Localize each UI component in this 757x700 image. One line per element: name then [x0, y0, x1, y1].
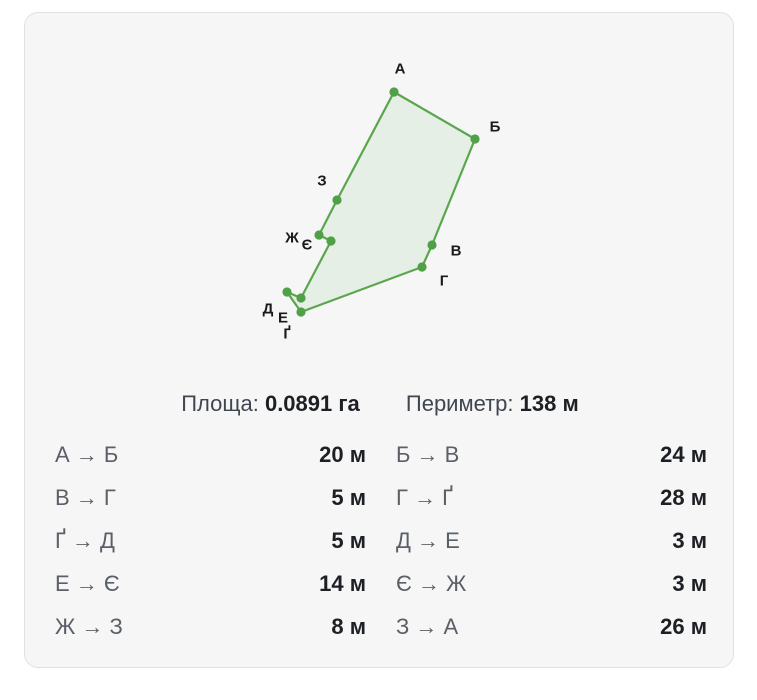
perimeter-value: 138 м: [519, 391, 579, 416]
perimeter-label: Периметр:: [405, 391, 514, 416]
plot-card: [24, 12, 734, 668]
segment-name: А → Б: [55, 441, 119, 467]
vertex-g: [296, 307, 305, 316]
vertex-h: [417, 262, 426, 271]
segment-length: 3 м: [672, 570, 707, 596]
segment-lengths: [55, 433, 707, 648]
vertex-z: [332, 195, 341, 204]
segment-name: Ґ → Д: [55, 527, 115, 553]
plot-summary: [25, 391, 735, 417]
vertex-d: [282, 287, 291, 296]
vertex-label-g: Ґ: [283, 325, 291, 343]
segment-name: З → А: [396, 613, 459, 639]
vertex-e: [296, 293, 305, 302]
segment-h-g: [396, 485, 707, 511]
land-plot-diagram: [25, 13, 735, 383]
segment-name: Г → Ґ: [396, 484, 453, 510]
vertex-zh: [314, 230, 323, 239]
segment-g-d: [55, 528, 366, 554]
vertex-label-zh: Ж: [285, 229, 299, 247]
segment-length: 26 м: [660, 613, 707, 639]
segment-length: 14 м: [319, 570, 366, 596]
vertex-label-a: А: [394, 60, 406, 78]
segment-length: 5 м: [331, 527, 366, 553]
vertex-label-h: Г: [439, 272, 449, 290]
segment-b-v: [396, 442, 707, 468]
segment-length: 28 м: [660, 484, 707, 510]
segment-e-ye: [55, 571, 366, 597]
area-stat: [181, 391, 360, 417]
vertex-label-d: Д: [262, 300, 274, 318]
segment-row: [55, 562, 707, 605]
segment-name: Є → Ж: [396, 570, 467, 596]
segment-length: 8 м: [331, 613, 366, 639]
area-value: 0.0891 га: [264, 391, 360, 416]
area-label: Площа:: [181, 391, 259, 416]
segment-z-a: [396, 614, 707, 640]
vertex-label-e: Е: [277, 309, 289, 327]
perimeter-stat: [406, 391, 579, 417]
segment-name: Е → Є: [55, 570, 120, 596]
segment-length: 3 м: [672, 527, 707, 553]
segment-name: Ж → З: [55, 613, 123, 639]
segment-name: В → Г: [55, 484, 116, 510]
segment-length: 5 м: [331, 484, 366, 510]
segment-ye-zh: [396, 571, 707, 597]
vertex-label-ye: Є: [301, 236, 313, 254]
segment-length: 24 м: [660, 441, 707, 467]
segment-row: [55, 476, 707, 519]
segment-length: 20 м: [319, 441, 366, 467]
segment-name: Д → Е: [396, 527, 460, 553]
vertex-label-b: Б: [489, 118, 501, 136]
segment-a-b: [55, 442, 366, 468]
segment-v-h: [55, 485, 366, 511]
vertex-v: [427, 240, 436, 249]
vertex-label-z: З: [317, 172, 327, 190]
vertex-a: [389, 87, 398, 96]
vertex-label-v: В: [450, 242, 462, 260]
segment-row: [55, 433, 707, 476]
segment-zh-z: [55, 614, 366, 640]
vertex-ye: [326, 236, 335, 245]
segment-row: [55, 605, 707, 648]
segment-name: Б → В: [396, 441, 460, 467]
segment-d-e: [396, 528, 707, 554]
vertex-b: [470, 134, 479, 143]
segment-row: [55, 519, 707, 562]
